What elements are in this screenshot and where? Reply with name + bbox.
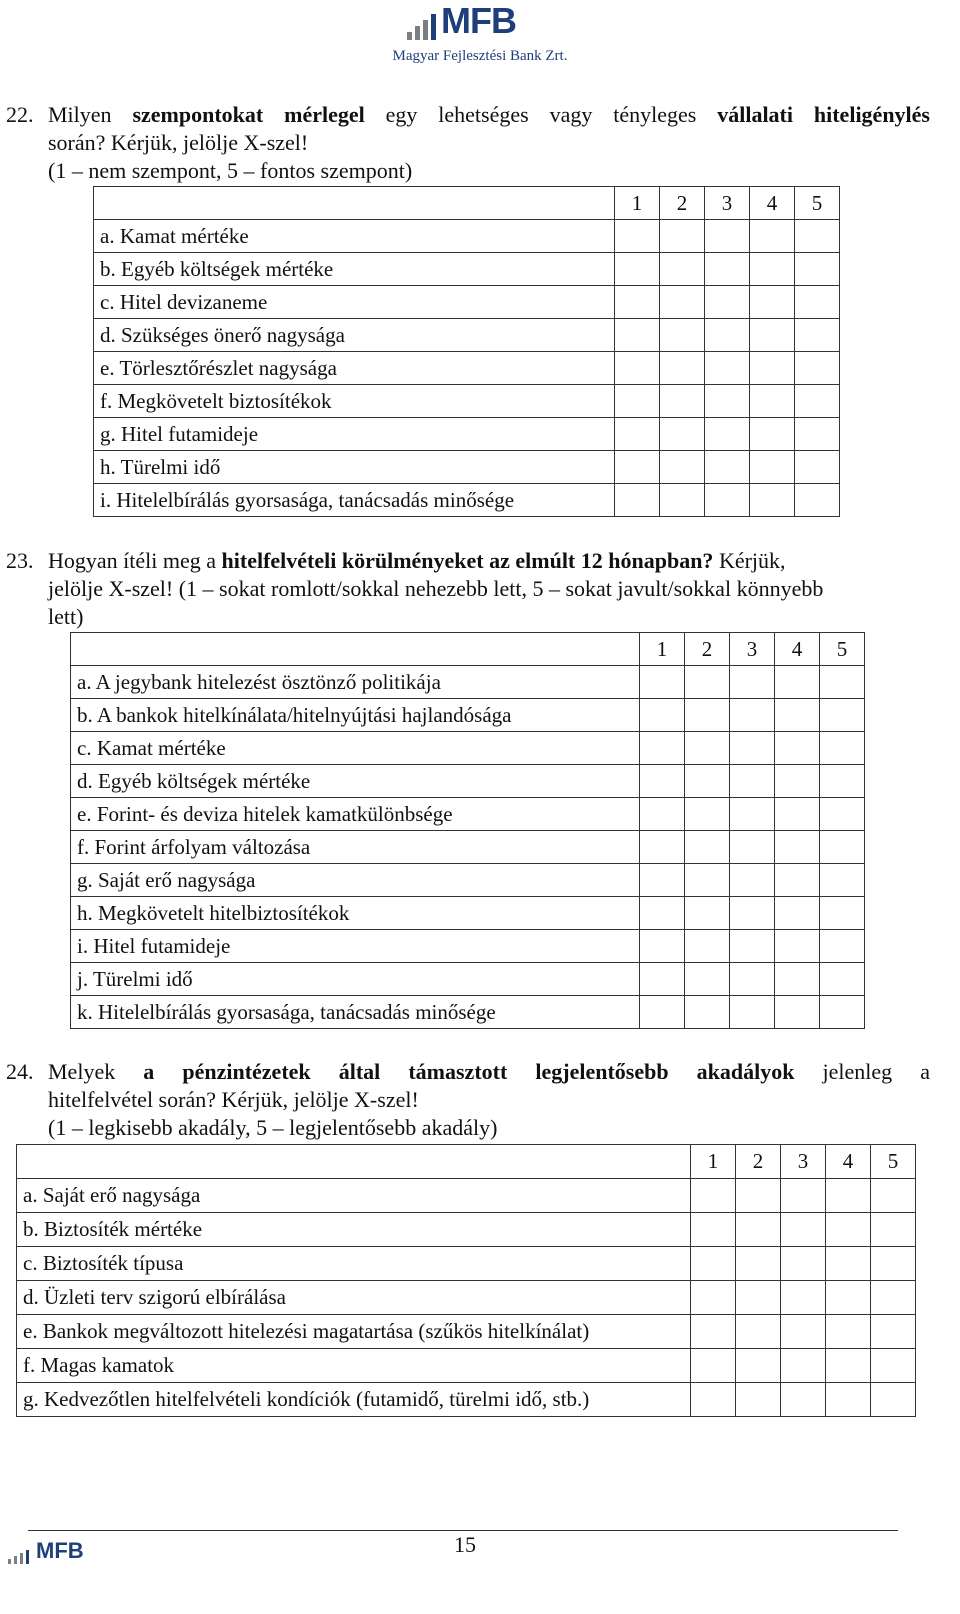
row-label: c. Hitel devizaneme xyxy=(94,286,615,319)
rating-checkbox-2[interactable] xyxy=(660,286,705,319)
rating-checkbox-2[interactable] xyxy=(685,798,730,831)
table-row xyxy=(71,765,865,798)
rating-checkbox-5[interactable] xyxy=(795,253,840,286)
rating-checkbox-5[interactable] xyxy=(795,385,840,418)
rating-checkbox-1[interactable] xyxy=(640,864,685,897)
rating-checkbox-4[interactable] xyxy=(826,1281,871,1315)
rating-checkbox-2[interactable] xyxy=(660,253,705,286)
rating-checkbox-5[interactable] xyxy=(871,1349,916,1383)
rating-checkbox-3[interactable] xyxy=(781,1281,826,1315)
table-row xyxy=(94,484,840,517)
rating-checkbox-3[interactable] xyxy=(730,666,775,699)
mfb-logo xyxy=(385,0,575,70)
rating-checkbox-1[interactable] xyxy=(691,1213,736,1247)
rating-checkbox-5[interactable] xyxy=(820,732,865,765)
rating-checkbox-3[interactable] xyxy=(705,286,750,319)
rating-checkbox-3[interactable] xyxy=(730,930,775,963)
rating-checkbox-1[interactable] xyxy=(640,666,685,699)
rating-checkbox-3[interactable] xyxy=(705,418,750,451)
question-text-line1: Melyek a pénzintézetek által támasztott legjelentősebb akadályok jelenleg a xyxy=(48,1059,931,1084)
logo-bars-icon xyxy=(407,12,443,40)
question-text-line2: hitelfelvétel során? Kérjük, jelölje X-szel! xyxy=(48,1087,419,1112)
table-row xyxy=(17,1247,916,1281)
row-label: f. Megkövetelt biztosítékok xyxy=(94,385,615,418)
table-row xyxy=(71,732,865,765)
row-label: h. Megkövetelt hitelbiztosítékok xyxy=(71,897,640,930)
rating-checkbox-4[interactable] xyxy=(750,220,795,253)
rating-checkbox-3[interactable] xyxy=(705,451,750,484)
rating-checkbox-2[interactable] xyxy=(685,699,730,732)
rating-checkbox-1[interactable] xyxy=(615,286,660,319)
rating-checkbox-3[interactable] xyxy=(781,1213,826,1247)
rating-checkbox-3[interactable] xyxy=(730,831,775,864)
rating-checkbox-2[interactable] xyxy=(736,1315,781,1349)
rating-checkbox-4[interactable] xyxy=(775,798,820,831)
footer-divider xyxy=(28,1530,898,1531)
rating-checkbox-5[interactable] xyxy=(820,831,865,864)
rating-checkbox-1[interactable] xyxy=(691,1349,736,1383)
rating-checkbox-1[interactable] xyxy=(640,963,685,996)
rating-table-23 xyxy=(70,632,865,1029)
rating-checkbox-4[interactable] xyxy=(750,385,795,418)
rating-checkbox-5[interactable] xyxy=(871,1383,916,1417)
row-label: g. Kedvezőtlen hitelfelvételi kondíciók (futamidő, türelmi idő, stb.) xyxy=(17,1383,691,1417)
scale-header-5: 5 xyxy=(820,633,865,666)
row-label: j. Türelmi idő xyxy=(71,963,640,996)
rating-checkbox-3[interactable] xyxy=(730,996,775,1029)
table-row xyxy=(71,666,865,699)
rating-checkbox-1[interactable] xyxy=(615,319,660,352)
row-label: i. Hitelelbírálás gyorsasága, tanácsadás minősége xyxy=(94,484,615,517)
question-number: 24. xyxy=(6,1059,34,1084)
rating-checkbox-3[interactable] xyxy=(730,897,775,930)
scale-header-2: 2 xyxy=(736,1145,781,1179)
row-label: c. Kamat mértéke xyxy=(71,732,640,765)
footer-logo-text: MFB xyxy=(36,1538,84,1563)
rating-checkbox-5[interactable] xyxy=(871,1213,916,1247)
question-number: 22. xyxy=(6,102,34,127)
row-label: a. Kamat mértéke xyxy=(94,220,615,253)
rating-checkbox-4[interactable] xyxy=(775,765,820,798)
rating-checkbox-3[interactable] xyxy=(781,1247,826,1281)
header-blank-cell xyxy=(94,187,615,220)
rating-checkbox-3[interactable] xyxy=(705,220,750,253)
table-row xyxy=(71,831,865,864)
rating-checkbox-1[interactable] xyxy=(615,253,660,286)
table-row xyxy=(94,286,840,319)
rating-checkbox-5[interactable] xyxy=(820,798,865,831)
scale-header-5: 5 xyxy=(795,187,840,220)
rating-checkbox-5[interactable] xyxy=(820,765,865,798)
table-row xyxy=(71,699,865,732)
rating-checkbox-3[interactable] xyxy=(730,798,775,831)
scale-header-1: 1 xyxy=(691,1145,736,1179)
rating-checkbox-2[interactable] xyxy=(736,1179,781,1213)
row-label: e. Forint- és deviza hitelek kamatkülönbsége xyxy=(71,798,640,831)
rating-checkbox-2[interactable] xyxy=(660,451,705,484)
question-scale-note: (1 – legkisebb akadály, 5 – legjelentősebb akadály) xyxy=(48,1115,498,1140)
rating-checkbox-2[interactable] xyxy=(685,897,730,930)
row-label: f. Magas kamatok xyxy=(17,1349,691,1383)
row-label: i. Hitel futamideje xyxy=(71,930,640,963)
rating-checkbox-5[interactable] xyxy=(795,451,840,484)
rating-checkbox-1[interactable] xyxy=(615,220,660,253)
rating-checkbox-5[interactable] xyxy=(820,897,865,930)
rating-checkbox-5[interactable] xyxy=(795,484,840,517)
rating-checkbox-2[interactable] xyxy=(660,319,705,352)
rating-checkbox-2[interactable] xyxy=(660,418,705,451)
rating-checkbox-1[interactable] xyxy=(691,1179,736,1213)
row-label: b. Biztosíték mértéke xyxy=(17,1213,691,1247)
row-label: g. Hitel futamideje xyxy=(94,418,615,451)
rating-checkbox-1[interactable] xyxy=(691,1247,736,1281)
table-row xyxy=(71,996,865,1029)
rating-checkbox-4[interactable] xyxy=(775,864,820,897)
table-row xyxy=(17,1281,916,1315)
rating-checkbox-3[interactable] xyxy=(705,484,750,517)
header-blank-cell xyxy=(17,1145,691,1179)
rating-checkbox-5[interactable] xyxy=(820,930,865,963)
table-row xyxy=(94,385,840,418)
table-row xyxy=(17,1213,916,1247)
rating-checkbox-4[interactable] xyxy=(750,352,795,385)
rating-checkbox-3[interactable] xyxy=(705,253,750,286)
footer-logo xyxy=(6,1538,106,1566)
rating-checkbox-5[interactable] xyxy=(871,1247,916,1281)
rating-checkbox-2[interactable] xyxy=(660,385,705,418)
rating-checkbox-1[interactable] xyxy=(615,385,660,418)
scale-header-3: 3 xyxy=(781,1145,826,1179)
rating-checkbox-4[interactable] xyxy=(826,1349,871,1383)
rating-checkbox-2[interactable] xyxy=(660,484,705,517)
rating-checkbox-4[interactable] xyxy=(775,963,820,996)
rating-checkbox-4[interactable] xyxy=(775,732,820,765)
rating-checkbox-5[interactable] xyxy=(795,418,840,451)
rating-checkbox-3[interactable] xyxy=(781,1383,826,1417)
table-header-row xyxy=(94,187,840,220)
logo-subtitle: Magyar Fejlesztési Bank Zrt. xyxy=(392,48,568,64)
logo-bars-icon xyxy=(6,1546,36,1564)
page-number: 15 xyxy=(454,1532,476,1557)
rating-checkbox-5[interactable] xyxy=(795,286,840,319)
rating-checkbox-4[interactable] xyxy=(826,1247,871,1281)
rating-checkbox-1[interactable] xyxy=(640,930,685,963)
rating-checkbox-3[interactable] xyxy=(730,864,775,897)
table-row xyxy=(94,220,840,253)
rating-checkbox-2[interactable] xyxy=(685,666,730,699)
scale-header-1: 1 xyxy=(640,633,685,666)
rating-checkbox-5[interactable] xyxy=(871,1315,916,1349)
rating-checkbox-1[interactable] xyxy=(615,352,660,385)
rating-checkbox-1[interactable] xyxy=(640,831,685,864)
rating-checkbox-4[interactable] xyxy=(775,666,820,699)
rating-checkbox-4[interactable] xyxy=(775,930,820,963)
row-label: e. Törlesztőrészlet nagysága xyxy=(94,352,615,385)
rating-checkbox-1[interactable] xyxy=(691,1383,736,1417)
question-number: 23. xyxy=(6,548,34,573)
question-text-line2: során? Kérjük, jelölje X-szel! xyxy=(48,130,309,155)
row-label: b. A bankok hitelkínálata/hitelnyújtási hajlandósága xyxy=(71,699,640,732)
table-row xyxy=(71,930,865,963)
rating-checkbox-3[interactable] xyxy=(781,1315,826,1349)
row-label: d. Egyéb költségek mértéke xyxy=(71,765,640,798)
rating-checkbox-2[interactable] xyxy=(736,1383,781,1417)
table-row xyxy=(71,864,865,897)
rating-checkbox-2[interactable] xyxy=(660,220,705,253)
scale-header-4: 4 xyxy=(775,633,820,666)
table-row xyxy=(71,798,865,831)
rating-checkbox-5[interactable] xyxy=(820,666,865,699)
rating-checkbox-2[interactable] xyxy=(685,930,730,963)
rating-checkbox-5[interactable] xyxy=(820,963,865,996)
row-label: c. Biztosíték típusa xyxy=(17,1247,691,1281)
rating-checkbox-3[interactable] xyxy=(705,385,750,418)
rating-checkbox-4[interactable] xyxy=(750,484,795,517)
rating-checkbox-4[interactable] xyxy=(775,699,820,732)
rating-checkbox-3[interactable] xyxy=(705,319,750,352)
rating-checkbox-4[interactable] xyxy=(826,1179,871,1213)
rating-checkbox-4[interactable] xyxy=(750,418,795,451)
table-row xyxy=(94,451,840,484)
scale-header-1: 1 xyxy=(615,187,660,220)
rating-checkbox-1[interactable] xyxy=(615,451,660,484)
row-label: f. Forint árfolyam változása xyxy=(71,831,640,864)
row-label: b. Egyéb költségek mértéke xyxy=(94,253,615,286)
rating-checkbox-1[interactable] xyxy=(640,765,685,798)
rating-checkbox-2[interactable] xyxy=(736,1247,781,1281)
rating-checkbox-1[interactable] xyxy=(640,699,685,732)
question-text-line2: jelölje X-szel! (1 – sokat romlott/sokkal nehezebb lett, 5 – sokat javult/sokkal könnyebb xyxy=(48,576,824,601)
rating-checkbox-2[interactable] xyxy=(685,864,730,897)
row-label: g. Saját erő nagysága xyxy=(71,864,640,897)
rating-checkbox-4[interactable] xyxy=(775,996,820,1029)
logo-text: MFB xyxy=(441,0,516,41)
row-label: d. Szükséges önerő nagysága xyxy=(94,319,615,352)
row-label: d. Üzleti terv szigorú elbírálása xyxy=(17,1281,691,1315)
rating-checkbox-1[interactable] xyxy=(691,1281,736,1315)
rating-checkbox-3[interactable] xyxy=(730,732,775,765)
table-row xyxy=(94,418,840,451)
table-row xyxy=(94,352,840,385)
table-header-row xyxy=(71,633,865,666)
rating-checkbox-3[interactable] xyxy=(705,352,750,385)
rating-checkbox-2[interactable] xyxy=(660,352,705,385)
rating-checkbox-3[interactable] xyxy=(781,1179,826,1213)
rating-checkbox-4[interactable] xyxy=(826,1383,871,1417)
rating-checkbox-4[interactable] xyxy=(826,1213,871,1247)
rating-checkbox-1[interactable] xyxy=(640,732,685,765)
table-row xyxy=(17,1179,916,1213)
rating-table-22 xyxy=(93,186,840,517)
table-row xyxy=(94,253,840,286)
scale-header-5: 5 xyxy=(871,1145,916,1179)
rating-checkbox-1[interactable] xyxy=(640,798,685,831)
rating-checkbox-5[interactable] xyxy=(871,1179,916,1213)
rating-checkbox-2[interactable] xyxy=(685,765,730,798)
scale-header-2: 2 xyxy=(685,633,730,666)
table-row xyxy=(71,963,865,996)
rating-checkbox-2[interactable] xyxy=(685,732,730,765)
row-label: e. Bankok megváltozott hitelezési magatartása (szűkös hitelkínálat) xyxy=(17,1315,691,1349)
rating-checkbox-3[interactable] xyxy=(730,765,775,798)
table-row xyxy=(17,1315,916,1349)
question-text-line3: lett) xyxy=(48,604,84,629)
table-header-row xyxy=(17,1145,916,1179)
rating-checkbox-1[interactable] xyxy=(640,897,685,930)
rating-checkbox-1[interactable] xyxy=(691,1315,736,1349)
rating-checkbox-5[interactable] xyxy=(871,1281,916,1315)
row-label: k. Hitelelbírálás gyorsasága, tanácsadás minősége xyxy=(71,996,640,1029)
rating-checkbox-2[interactable] xyxy=(685,831,730,864)
rating-checkbox-1[interactable] xyxy=(615,418,660,451)
rating-checkbox-5[interactable] xyxy=(820,699,865,732)
rating-checkbox-5[interactable] xyxy=(795,220,840,253)
rating-checkbox-4[interactable] xyxy=(750,451,795,484)
table-row xyxy=(71,897,865,930)
rating-checkbox-3[interactable] xyxy=(781,1349,826,1383)
rating-checkbox-4[interactable] xyxy=(775,897,820,930)
rating-checkbox-4[interactable] xyxy=(750,253,795,286)
scale-header-3: 3 xyxy=(705,187,750,220)
question-text-line1: Hogyan ítéli meg a hitelfelvételi körülményeket az elmúlt 12 hónapban? Kérjük, xyxy=(48,548,786,573)
rating-checkbox-3[interactable] xyxy=(730,963,775,996)
rating-checkbox-5[interactable] xyxy=(820,996,865,1029)
scale-header-2: 2 xyxy=(660,187,705,220)
rating-checkbox-4[interactable] xyxy=(750,286,795,319)
rating-checkbox-4[interactable] xyxy=(775,831,820,864)
question-text-line1: Milyen szempontokat mérlegel egy lehetséges vagy tényleges vállalati hiteligénylés xyxy=(48,102,930,127)
rating-checkbox-4[interactable] xyxy=(826,1315,871,1349)
rating-table-24 xyxy=(16,1144,916,1417)
rating-checkbox-1[interactable] xyxy=(640,996,685,1029)
row-label: a. A jegybank hitelezést ösztönző politikája xyxy=(71,666,640,699)
rating-checkbox-2[interactable] xyxy=(685,963,730,996)
rating-checkbox-2[interactable] xyxy=(685,996,730,1029)
rating-checkbox-2[interactable] xyxy=(736,1349,781,1383)
table-row xyxy=(94,319,840,352)
row-label: h. Türelmi idő xyxy=(94,451,615,484)
rating-checkbox-3[interactable] xyxy=(730,699,775,732)
rating-checkbox-2[interactable] xyxy=(736,1213,781,1247)
rating-checkbox-5[interactable] xyxy=(820,864,865,897)
rating-checkbox-4[interactable] xyxy=(750,319,795,352)
table-row xyxy=(17,1349,916,1383)
rating-checkbox-2[interactable] xyxy=(736,1281,781,1315)
table-row xyxy=(17,1383,916,1417)
row-label: a. Saját erő nagysága xyxy=(17,1179,691,1213)
scale-header-4: 4 xyxy=(826,1145,871,1179)
question-scale-note: (1 – nem szempont, 5 – fontos szempont) xyxy=(48,158,413,183)
rating-checkbox-5[interactable] xyxy=(795,352,840,385)
rating-checkbox-5[interactable] xyxy=(795,319,840,352)
scale-header-3: 3 xyxy=(730,633,775,666)
scale-header-4: 4 xyxy=(750,187,795,220)
header-blank-cell xyxy=(71,633,640,666)
rating-checkbox-1[interactable] xyxy=(615,484,660,517)
